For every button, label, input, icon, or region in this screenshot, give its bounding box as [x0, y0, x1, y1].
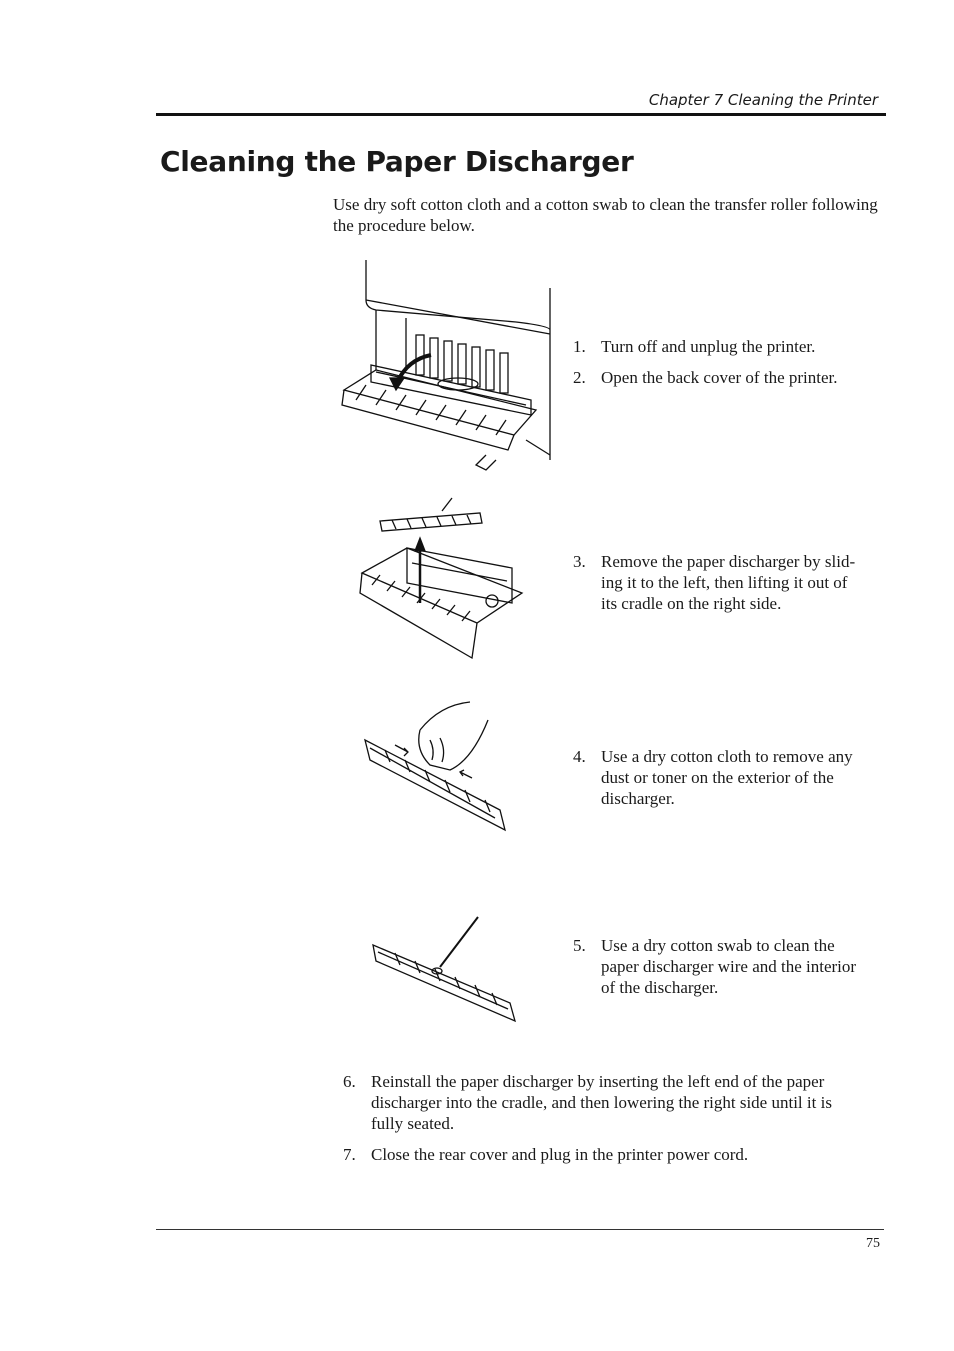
step-text-line: of the discharger. — [601, 978, 719, 997]
step-text: Turn off and unplug the printer. — [601, 337, 816, 356]
figure-swab-cleaning — [370, 915, 520, 1030]
step-number: 5. — [573, 936, 586, 955]
step-number: 7. — [343, 1145, 356, 1164]
step-number: 4. — [573, 747, 586, 766]
step-number: 2. — [573, 368, 586, 387]
list-item — [343, 1144, 883, 1166]
page-number: 75 — [866, 1236, 880, 1251]
chapter-header: Chapter 7 Cleaning the Printer — [648, 91, 878, 109]
step-text-line: Use a dry cotton swab to clean the — [601, 936, 835, 955]
intro-paragraph: Use dry soft cotton cloth and a cotton swab to clean the transfer roller following the procedure below. — [333, 195, 878, 235]
step-text: Close the rear cover and plug in the printer power cord. — [371, 1145, 749, 1164]
step-text-line: dust or toner on the exterior of the — [601, 768, 834, 787]
step-text-line: fully seated. — [371, 1114, 455, 1133]
step-number: 1. — [573, 337, 586, 356]
step-text: Open the back cover of the printer. — [601, 368, 838, 387]
list-item — [573, 935, 883, 999]
step-text-line: discharger into the cradle, and then lowering the right side until it is — [371, 1093, 832, 1112]
step-number: 6. — [343, 1072, 356, 1091]
step-number: 3. — [573, 552, 586, 571]
figure-remove-discharger — [352, 493, 527, 663]
list-item — [573, 551, 883, 615]
step-text-line: discharger. — [601, 789, 675, 808]
step-text-line: its cradle on the right side. — [601, 594, 782, 613]
list-item — [573, 746, 883, 810]
header-rule — [156, 113, 886, 116]
section-title: Cleaning the Paper Discharger — [160, 145, 634, 178]
figure-cloth-cleaning — [360, 700, 510, 840]
step-text-line: ing it to the left, then lifting it out of — [601, 573, 848, 592]
step-text-line: Remove the paper discharger by slid- — [601, 552, 856, 571]
footer-rule — [156, 1229, 884, 1230]
step-text-line: paper discharger wire and the interior — [601, 957, 857, 976]
list-item — [343, 1071, 883, 1135]
figure-printer-open-cover — [336, 260, 552, 485]
step-text-line: Use a dry cotton cloth to remove any — [601, 747, 853, 766]
step-text-line: Reinstall the paper discharger by inserting the left end of the paper — [371, 1072, 825, 1091]
